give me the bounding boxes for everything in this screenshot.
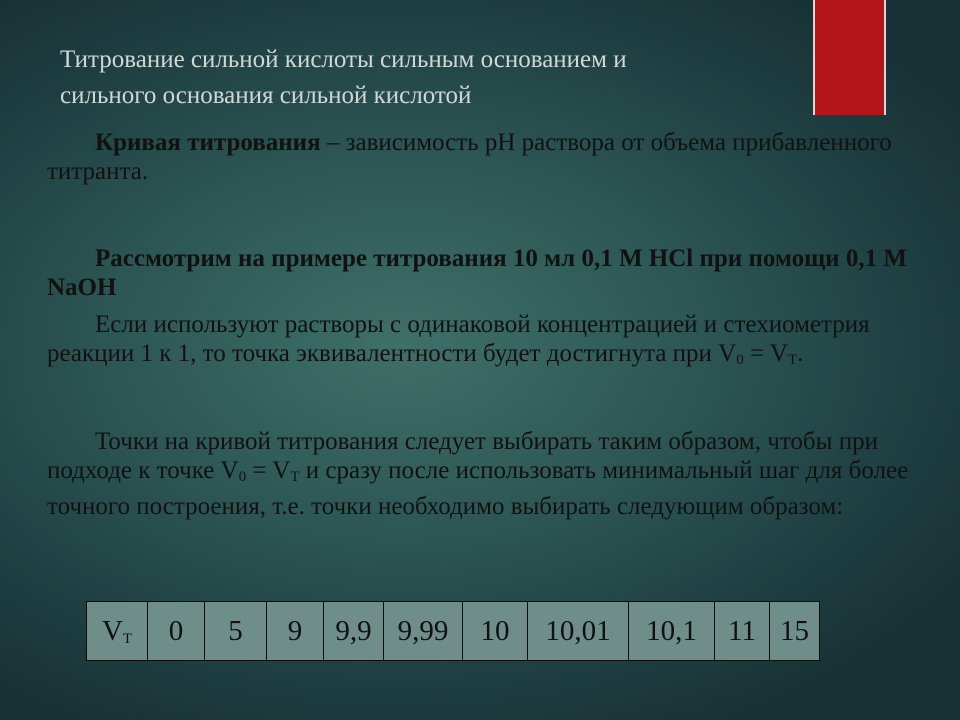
points-text-2: и сразу после использовать минимальный шаг для более точного построения, т.е. точки необходимо выбирать следующим образом:	[47, 457, 909, 520]
table-cell: 0	[148, 602, 205, 661]
table-cell: 9,9	[324, 602, 384, 661]
table-cell: 15	[770, 602, 820, 661]
period: .	[797, 340, 804, 367]
points-sub-zero: 0	[238, 469, 247, 485]
table-header-cell: $V_T$	[87, 602, 148, 661]
points-equals-v: = V	[246, 457, 291, 484]
equals-v: = V	[743, 340, 788, 367]
table-cell: 9	[267, 602, 324, 661]
example-paragraph: Рассмотрим на примере титрования 10 мл 0,1 М НCl при помощи 0,1 М NaOH	[47, 245, 907, 301]
table-cell: 9,99	[384, 602, 463, 661]
definition-paragraph	[47, 128, 952, 186]
table-cell: 5	[205, 602, 267, 661]
table-cell: 10,01	[528, 602, 629, 661]
points-paragraph	[47, 427, 952, 521]
table-cell: 10	[463, 602, 528, 661]
concentration-paragraph	[47, 310, 952, 375]
points-sub-t: T	[290, 469, 300, 485]
sub-t: T	[787, 352, 798, 368]
definition-text: – зависимость рН раствора от объема прибавленного титранта.	[47, 129, 892, 185]
title-line-1: Титрование сильной кислоты сильным основанием и	[60, 46, 627, 73]
concentration-text: Если используют растворы с одинаковой концентрацией и стехиометрия реакции 1 к 1, то точка эквивалентности будет достигнута при V	[47, 311, 870, 367]
slide-title	[60, 42, 805, 114]
table-cell: 11	[715, 602, 770, 661]
title-line-2: сильного основания сильной кислотой	[60, 82, 472, 109]
points-text-1: Точки на кривой титрования следует выбирать таким образом, чтобы при подходе к точке V	[47, 428, 878, 484]
table-cell: 10,1	[629, 602, 715, 661]
slide-body	[47, 128, 952, 521]
titrant-volume-table	[86, 601, 820, 661]
sub-zero: 0	[736, 352, 744, 368]
table-row	[87, 602, 820, 661]
definition-term: Кривая титрования	[95, 129, 321, 156]
red-accent-bar	[813, 0, 886, 115]
